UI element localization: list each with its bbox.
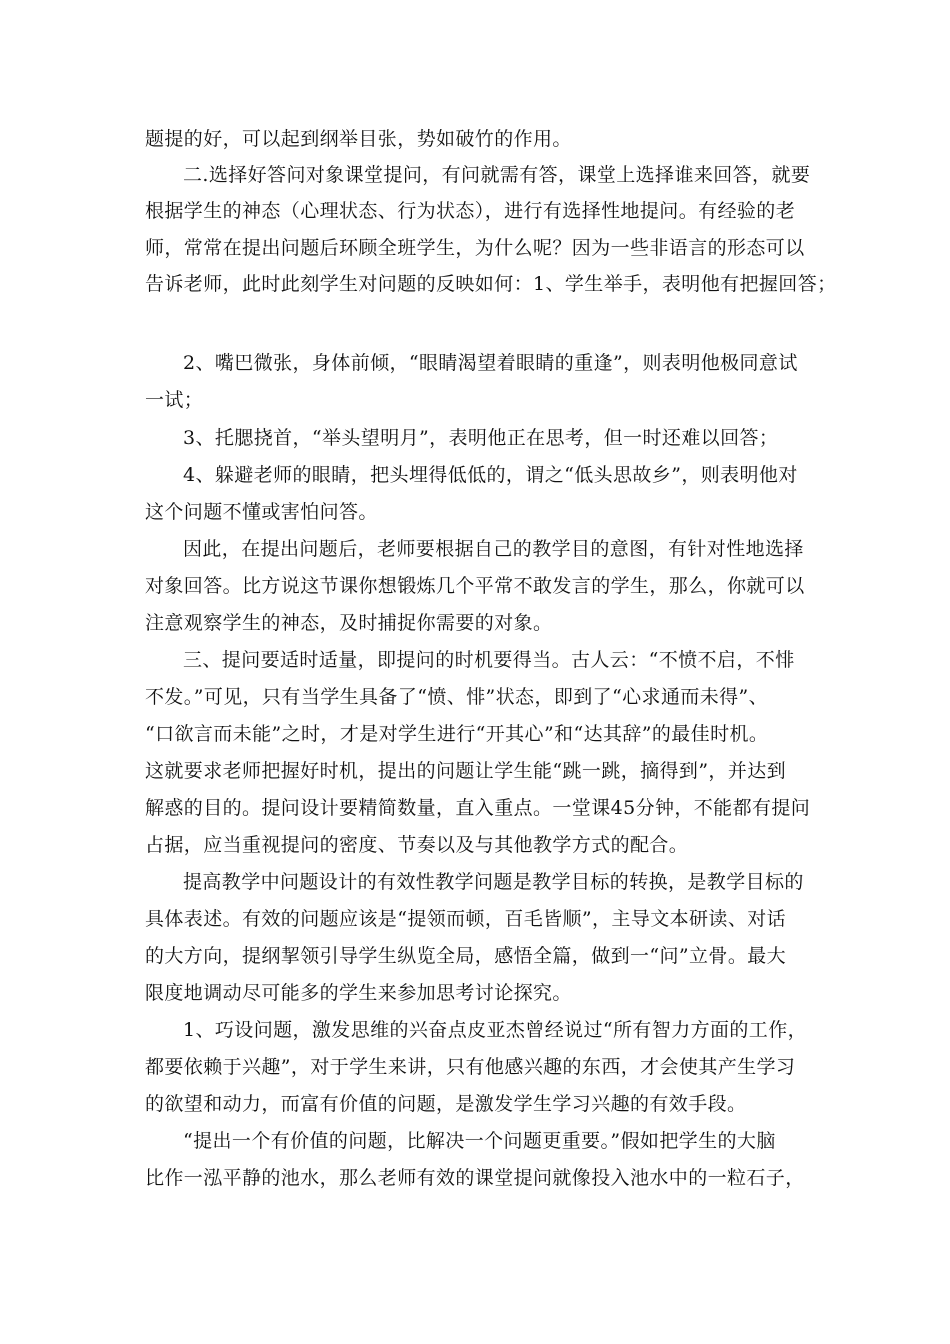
text-line: 都要依赖于兴趣”，对于学生来讲，只有他感兴趣的东西，才会使其产生学习: [145, 1056, 796, 1078]
text-line: 这就要求老师把握好时机，提出的问题让学生能“跳一跳，摘得到”，并达到: [145, 760, 787, 782]
text-line: 二.选择好答问对象课堂提问，有问就需有答，课堂上选择谁来回答，就要: [183, 164, 811, 186]
text-line: 比作一泓平静的池水，那么老师有效的课堂提问就像投入池水中的一粒石子，: [145, 1167, 805, 1189]
text-line: 师，常常在提出问题后环顾全班学生，为什么呢？因为一些非语言的形态可以: [145, 237, 805, 259]
text-line: 3、托腮挠首，“举头望明月”，表明他正在思考，但一时还难以回答；: [183, 427, 779, 449]
text-line: 4、躲避老师的眼睛，把头埋得低低的，谓之“低头思故乡”，则表明他对: [183, 464, 798, 486]
text-line: 不发。”可见，只有当学生具备了“愤、悱”状态，即到了“心求通而未得”、: [145, 686, 769, 708]
text-line: 2、嘴巴微张，身体前倾，“眼睛渴望着眼睛的重逢”，则表明他极同意试: [183, 352, 798, 374]
text-line: 解惑的目的。提问设计要精简数量，直入重点。一堂课45分钟，不能都有提问: [145, 797, 811, 819]
text-line: “提出一个有价值的问题，比解决一个问题更重要。”假如把学生的大脑: [183, 1130, 776, 1152]
text-line: 占据，应当重视提问的密度、节奏以及与其他教学方式的配合。: [145, 834, 689, 856]
text-line: 三、提问要适时适量，即提问的时机要得当。古人云：“不愤不启，不悱: [183, 649, 795, 671]
text-line: 限度地调动尽可能多的学生来参加思考讨论探究。: [145, 982, 572, 1004]
text-line: 的欲望和动力，而富有价值的问题，是激发学生学习兴趣的有效手段。: [145, 1093, 747, 1115]
text-line: “口欲言而未能”之时，才是对学生进行“开其心”和“达其辞”的最佳时机。: [145, 723, 769, 745]
text-line: 的大方向，提纲挈领引导学生纵览全局，感悟全篇，做到一“问”立骨。最大: [145, 945, 787, 967]
text-line: 告诉老师，此时此刻学生对问题的反映如何：1、学生举手，表明他有把握回答；: [145, 273, 837, 295]
text-line: 注意观察学生的神态，及时捕捉你需要的对象。: [145, 612, 553, 634]
text-line: 这个问题不懂或害怕问答。: [145, 501, 378, 523]
text-line: 1、巧设问题，激发思维的兴奋点皮亚杰曾经说过“所有智力方面的工作，: [183, 1019, 808, 1041]
text-line: 根据学生的神态（心理状态、行为状态），进行有选择性地提问。有经验的老: [145, 200, 796, 222]
text-line: 对象回答。比方说这节课你想锻炼几个平常不敢发言的学生，那么，你就可以: [145, 575, 805, 597]
text-line: 因此，在提出问题后，老师要根据自己的教学目的意图，有针对性地选择: [183, 538, 804, 560]
text-line: 具体表述。有效的问题应该是“提领而顿，百毛皆顺”，主导文本研读、对话: [145, 908, 787, 930]
text-line: 题提的好，可以起到纲举目张，势如破竹的作用。: [145, 128, 572, 150]
text-line: 一试；: [145, 389, 204, 411]
text-line: 提高教学中问题设计的有效性教学问题是教学目标的转换，是教学目标的: [183, 871, 804, 893]
